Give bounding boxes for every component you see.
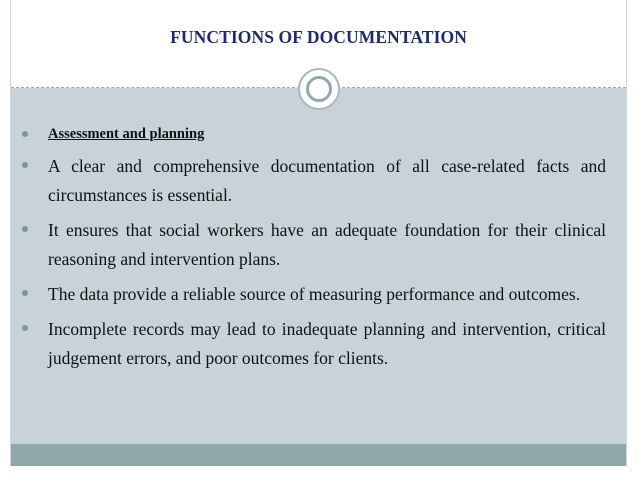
bullet-text: Assessment and planning: [48, 126, 205, 142]
circle-ornament-icon: [298, 68, 340, 110]
bullet-item-assessment: [22, 124, 606, 144]
bullet-item-performance: [22, 280, 606, 309]
bullet-dot-icon: [22, 162, 28, 168]
bullet-list: [22, 124, 606, 379]
bullet-dot-icon: [22, 290, 28, 296]
bullet-item-incomplete-records: [22, 315, 606, 373]
bullet-text: Incomplete records may lead to inadequate planning and intervention, critical judgement errors, and poor outcomes for clients.: [48, 319, 606, 368]
bullet-text: A clear and comprehensive documentation of all case-related facts and circumstances is essential.: [48, 156, 606, 205]
footer-band: [11, 444, 626, 466]
bullet-dot-icon: [22, 131, 28, 137]
slide-title: FUNCTIONS OF DOCUMENTATION: [170, 27, 467, 47]
bullet-dot-icon: [22, 226, 28, 232]
bullet-text: The data provide a reliable source of measuring performance and outcomes.: [48, 284, 581, 304]
bullet-item-documentation: [22, 152, 606, 210]
bullet-dot-icon: [22, 325, 28, 331]
bullet-item-foundation: [22, 216, 606, 274]
bullet-text: It ensures that social workers have an adequate foundation for their clinical reasoning and intervention plans.: [48, 220, 606, 269]
